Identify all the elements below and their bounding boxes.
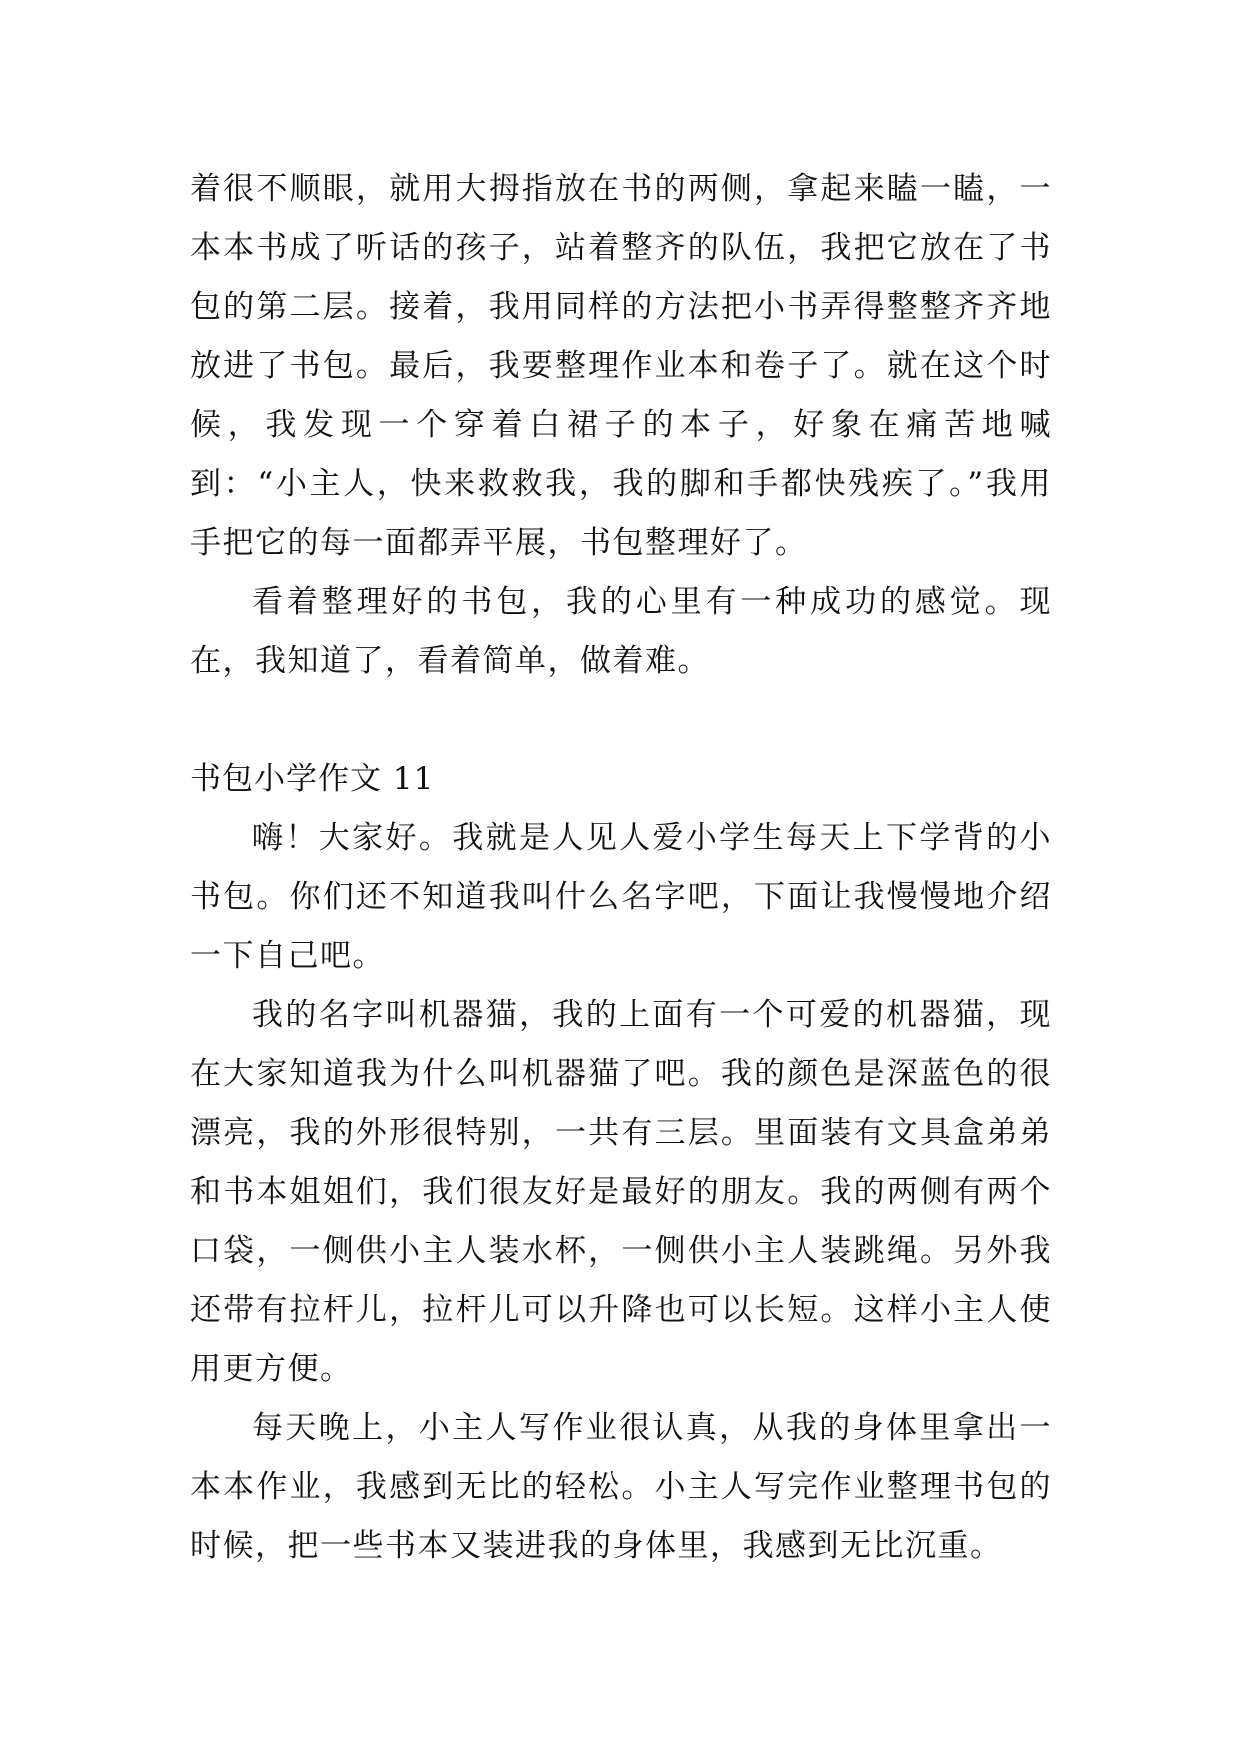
section-spacer	[190, 691, 1052, 750]
document-page	[190, 160, 1052, 1576]
paragraph-evening: 每天晚上，小主人写作业很认真，从我的身体里拿出一本本作业，我感到无比的轻松。小主人写完作业整理书包的时候，把一些书本又装进我的身体里，我感到无比沉重。	[190, 1410, 1052, 1564]
section-title: 书包小学作文 11	[190, 761, 435, 797]
paragraph-continuation: 着很不顺眼，就用大拇指放在书的两侧，拿起来瞌一瞌，一本本书成了听话的孩子，站着整齐的队伍，我把它放在了书包的第二层。接着，我用同样的方法把小书弄得整整齐齐地放进了书包。最后，我要整理作业本和卷子了。就在这个时候，我发现一个穿着白裙子的本子，好象在痛苦地喊到：“小主人，快来救救我，我的脚和手都快残疾了。”我用手把它的每一面都弄平展，书包整理好了。	[190, 171, 1052, 561]
paragraph-conclusion: 看着整理好的书包，我的心里有一种成功的感觉。现在，我知道了，看着简单，做着难。	[190, 584, 1052, 679]
paragraph-intro: 嗨！大家好。我就是人见人爱小学生每天上下学背的小书包。你们还不知道我叫什么名字吧，下面让我慢慢地介绍一下自己吧。	[190, 820, 1052, 974]
paragraph-description: 我的名字叫机器猫，我的上面有一个可爱的机器猫，现在大家知道我为什么叫机器猫了吧。我的颜色是深蓝色的很漂亮，我的外形很特别，一共有三层。里面装有文具盒弟弟和书本姐姐们，我们很友好是最好的朋友。我的两侧有两个口袋，一侧供小主人装水杯，一侧供小主人装跳绳。另外我还带有拉杆儿，拉杆儿可以升降也可以长短。这样小主人使用更方便。	[190, 997, 1052, 1387]
